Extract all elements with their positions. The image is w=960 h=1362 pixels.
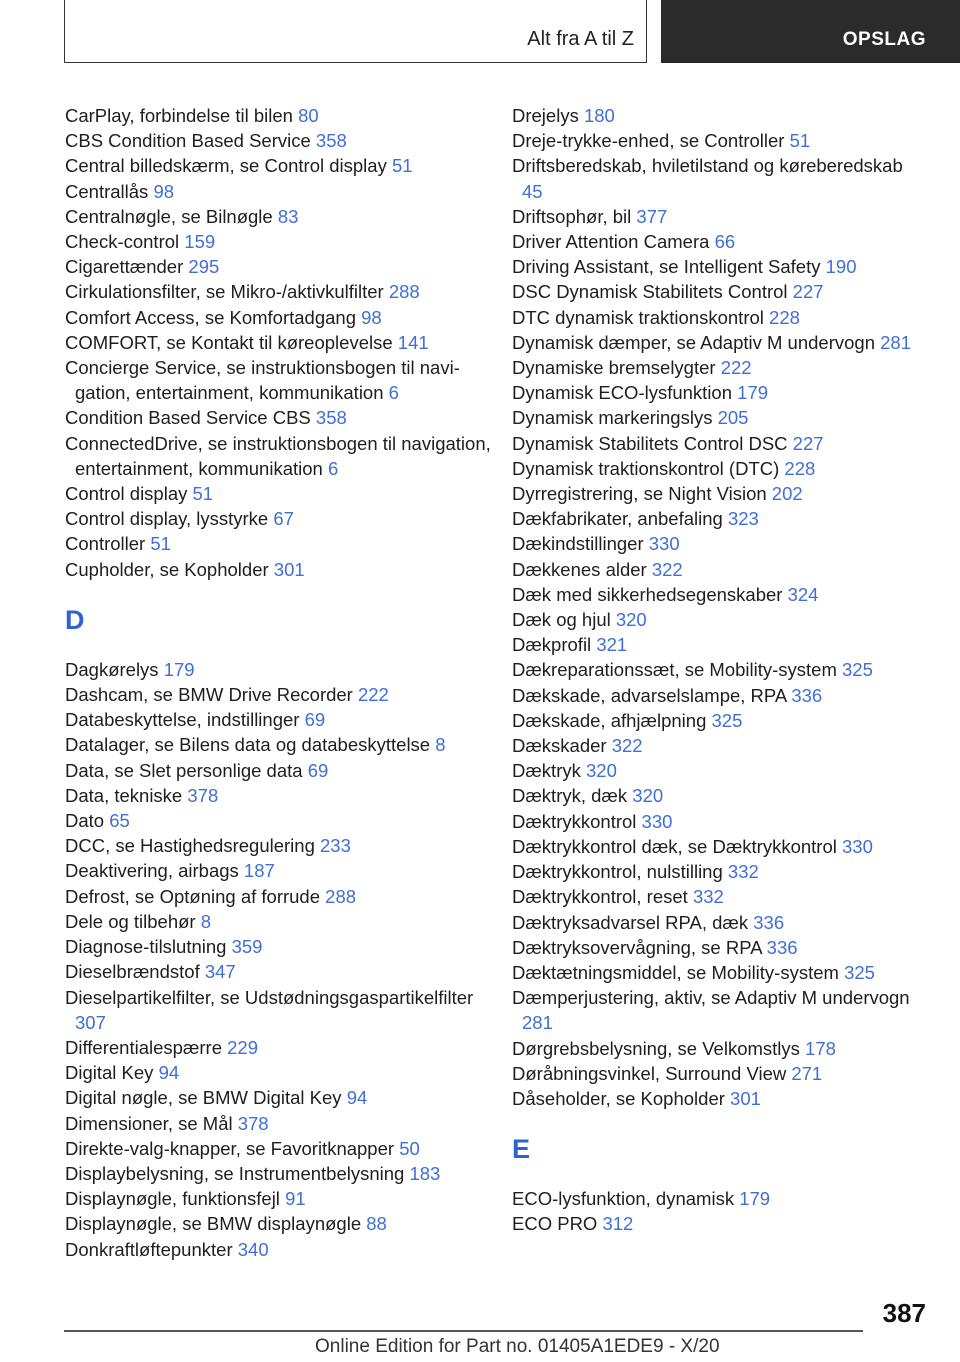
index-entry	[65, 884, 495, 909]
index-entry	[512, 204, 912, 229]
index-entry-text: Centrallås	[65, 180, 149, 202]
index-entry	[65, 682, 495, 707]
index-entry-text: Condition Based Service CBS	[65, 407, 311, 429]
index-page-link[interactable]: 358	[315, 407, 347, 429]
index-entry-text: Dyrregistrering, se Night Vision	[512, 483, 767, 505]
index-entry-text: Dagkørelys	[65, 658, 159, 680]
index-entry-text: Driver Attention Camera	[512, 231, 710, 253]
index-entry-text: Dæktrykkontrol dæk, se Dæktrykkontrol	[512, 835, 837, 857]
index-page-link[interactable]: 179	[737, 382, 769, 404]
index-entry-text: Differentialespærre	[65, 1036, 222, 1058]
index-page-link[interactable]: 358	[315, 130, 347, 152]
index-entry	[65, 1161, 495, 1186]
index-page-link[interactable]: 332	[692, 886, 724, 908]
index-entry	[65, 179, 495, 204]
index-entry-text: COMFORT, se Kontakt til køreoplevelse	[65, 331, 393, 353]
index-page-link[interactable]: 6	[327, 457, 339, 479]
index-page-link[interactable]: 301	[730, 1087, 761, 1109]
index-entry	[512, 229, 912, 254]
index-entry-text: Dato	[65, 810, 105, 832]
index-entry-text: ECO PRO	[512, 1213, 598, 1235]
index-page-link[interactable]: 378	[187, 784, 219, 806]
index-page-link[interactable]: 323	[727, 508, 759, 530]
index-page-link[interactable]: 307	[75, 1011, 106, 1033]
index-page-link[interactable]: 325	[844, 961, 875, 983]
index-entry-text: Dækskade, advarselslampe, RPA	[512, 684, 787, 706]
index-page-link[interactable]: 179	[739, 1188, 771, 1210]
index-entry	[512, 783, 912, 808]
index-page-link[interactable]: 229	[227, 1036, 258, 1058]
index-entry-text: Dæktrykkontrol, reset	[512, 886, 688, 908]
index-page-link[interactable]: 98	[153, 180, 175, 202]
index-entry	[65, 909, 495, 934]
index-entry-text: Diagnose-tilslutning	[65, 936, 227, 958]
index-page-link[interactable]: 159	[184, 231, 216, 253]
index-page-link[interactable]: 288	[388, 281, 420, 303]
index-page-link[interactable]: 205	[717, 407, 749, 429]
index-entry-text: Displaybelysning, se Instrumentbelysning	[65, 1162, 405, 1184]
index-entry	[512, 683, 912, 708]
index-entry-text: Displaynøgle, funktionsfejl	[65, 1188, 280, 1210]
index-entry-text: Comfort Access, se Komfortadgang	[65, 306, 356, 328]
index-entry	[65, 330, 495, 355]
footer-divider	[64, 1330, 863, 1332]
index-entry-text: Cupholder, se Kopholder	[65, 558, 269, 580]
index-entry-text: Dynamisk Stabilitets Control DSC	[512, 432, 788, 454]
index-page-link[interactable]: 180	[583, 105, 615, 126]
index-entry-text: Dynamiske bremselygter	[512, 357, 716, 379]
index-entry	[65, 204, 495, 229]
index-entry-text: Dækskade, afhjælpning	[512, 709, 707, 731]
index-page-link[interactable]: 228	[784, 457, 816, 479]
index-entry-text: Dækprofil	[512, 634, 592, 656]
index-entry	[512, 1061, 912, 1086]
index-page-link[interactable]: 301	[273, 558, 305, 580]
index-entry-text: Control display, lysstyrke	[65, 508, 269, 530]
index-page-link[interactable]: 98	[361, 306, 382, 328]
header-title-box	[64, 0, 647, 63]
index-entry-text: Dækkenes alder	[512, 558, 647, 580]
index-page-link[interactable]: 295	[188, 256, 220, 278]
index-entry	[512, 834, 912, 859]
index-page-link[interactable]: 325	[711, 709, 743, 731]
index-entry-text: Driftsophør, bil	[512, 205, 632, 227]
index-entry	[512, 153, 912, 203]
index-entry-text: Centralnøgle, se Bilnøgle	[65, 205, 273, 227]
index-entry	[65, 732, 495, 757]
index-entry	[512, 859, 912, 884]
index-entry-text: Dynamisk dæmper, se Adaptiv M undervogn	[512, 331, 875, 353]
index-page-link[interactable]: 51	[391, 155, 413, 177]
index-entry-text: Control display	[65, 483, 188, 505]
index-entry-text: Cigarettænder	[65, 256, 184, 278]
index-page-link[interactable]: 325	[842, 659, 873, 681]
index-entry	[512, 355, 912, 380]
page-number: 387	[882, 1298, 926, 1328]
index-entry-text: Dimensioner, se Mål	[65, 1112, 233, 1134]
index-page-link[interactable]: 69	[304, 709, 326, 731]
index-page-link[interactable]: 69	[307, 759, 329, 781]
footer-edition: Online Edition for Part no. 01405A1EDE9 - X/20	[315, 1336, 720, 1357]
index-page-link[interactable]: 340	[237, 1238, 269, 1260]
index-entry	[65, 1035, 495, 1060]
index-entry	[512, 985, 912, 1035]
index-entry	[65, 355, 495, 405]
index-page-link[interactable]: 312	[602, 1213, 634, 1235]
index-page-link[interactable]: 187	[243, 860, 275, 882]
index-page-link[interactable]: 281	[880, 331, 911, 353]
index-entry	[512, 380, 912, 405]
index-page-link[interactable]: 8	[200, 910, 212, 932]
index-entry-text: Dæmperjustering, aktiv, se Adaptiv M undervogn	[512, 987, 910, 1009]
index-page-link[interactable]: 65	[109, 810, 130, 832]
index-entry-text: Dørgrebsbelysning, se Velkomstlys	[512, 1037, 800, 1059]
index-entry-text: Dæktryksovervågning, se RPA	[512, 936, 762, 958]
index-entry	[512, 481, 912, 506]
index-page-link[interactable]: 324	[787, 583, 819, 605]
index-entry	[512, 758, 912, 783]
index-page-link[interactable]: 320	[632, 785, 664, 807]
index-entry	[512, 254, 912, 279]
index-entry	[512, 1036, 912, 1061]
index-entry	[65, 279, 495, 304]
index-entry-text: CBS Condition Based Service	[65, 130, 311, 152]
index-page-link[interactable]: 359	[231, 936, 263, 958]
index-page-link[interactable]: 51	[192, 483, 214, 505]
index-page-link[interactable]: 83	[277, 205, 299, 227]
section-tab-label: OPSLAG	[842, 29, 926, 50]
index-entry-text: Dynamisk ECO-lysfunktion	[512, 382, 733, 404]
index-page-link[interactable]: 347	[204, 961, 236, 983]
index-page-link[interactable]: 330	[842, 835, 873, 857]
index-entry-text: Donkraftløftepunkter	[65, 1238, 233, 1260]
index-page-link[interactable]: 6	[388, 382, 399, 404]
index-page-link[interactable]: 178	[805, 1037, 836, 1059]
index-entry-text: Dækindstillinger	[512, 533, 644, 555]
index-entry	[65, 506, 495, 531]
index-page-link[interactable]: 51	[789, 130, 811, 152]
index-page-link[interactable]: 336	[753, 911, 785, 933]
index-entry-text: Digital nøgle, se BMW Digital Key	[65, 1087, 342, 1109]
index-page-link[interactable]: 321	[596, 634, 628, 656]
index-page-link[interactable]: 336	[791, 684, 823, 706]
index-section-letter: D	[65, 604, 85, 635]
index-page-link[interactable]: 80	[298, 105, 319, 126]
index-entry	[512, 103, 912, 128]
index-entry-text: Dreje-trykke-enhed, se Controller	[512, 130, 785, 152]
index-entry-text: Drejelys	[512, 105, 579, 126]
index-entry	[65, 481, 495, 506]
index-entry-text: Check-control	[65, 231, 180, 253]
index-entry-text: Defrost, se Optøning af forrude	[65, 885, 321, 907]
index-entry-text: Dåseholder, se Kopholder	[512, 1087, 725, 1109]
index-entry	[65, 431, 495, 481]
index-page-link[interactable]: 378	[237, 1112, 269, 1134]
index-page-link[interactable]: 320	[615, 609, 647, 631]
index-page-link[interactable]: 222	[720, 357, 752, 379]
index-section-letter: E	[512, 1134, 531, 1165]
index-entry-text: Dieselbrændstof	[65, 961, 200, 983]
index-entry	[512, 657, 912, 682]
index-entry-text: Central billedskærm, se Control display	[65, 155, 387, 177]
index-entry-text: Dækfabrikater, anbefaling	[512, 508, 723, 530]
index-entry	[65, 1085, 495, 1110]
index-entry	[512, 1211, 912, 1236]
index-entry-text: Datalager, se Bilens data og databeskyttelse	[65, 734, 431, 756]
index-entry-text: Dækskader	[512, 735, 607, 757]
page-header	[0, 0, 960, 66]
index-entry	[65, 808, 495, 833]
index-entry	[65, 959, 495, 984]
index-entry	[65, 934, 495, 959]
index-entry	[512, 809, 912, 834]
index-page-link[interactable]: 288	[325, 885, 357, 907]
index-page-link[interactable]: 228	[769, 306, 800, 328]
index-page-link[interactable]: 330	[648, 533, 680, 555]
index-entry-text: Data, tekniske	[65, 784, 183, 806]
index-entry	[512, 910, 912, 935]
index-page-link[interactable]: 50	[399, 1137, 420, 1159]
index-entry-text: Digital Key	[65, 1062, 154, 1084]
index-entry	[512, 632, 912, 657]
index-entry-text: Dæktrykkontrol	[512, 810, 637, 832]
index-page-link[interactable]: 336	[766, 936, 798, 958]
index-entry-text: Dæktryk, dæk	[512, 785, 628, 807]
index-entry	[65, 128, 495, 153]
index-page-link[interactable]: 51	[150, 533, 171, 555]
index-entry-text: Direkte-valg-knapper, se Favoritknapper	[65, 1137, 395, 1159]
index-entry-text: Dæk med sikkerhedsegenskaber	[512, 583, 783, 605]
index-page-link[interactable]: 94	[346, 1087, 368, 1109]
index-entry-text: Driving Assistant, se Intelligent Safety	[512, 256, 821, 278]
index-page-link[interactable]: 202	[771, 483, 803, 505]
index-entry-text: Data, se Slet personlige data	[65, 759, 303, 781]
index-page-link[interactable]: 320	[586, 760, 617, 782]
index-entry-text: Dæktryk	[512, 760, 581, 782]
index-entry	[65, 758, 495, 783]
index-entry	[512, 330, 912, 355]
index-entry	[65, 1186, 495, 1211]
index-entry	[512, 1186, 912, 1211]
index-entry	[65, 531, 495, 556]
index-entry	[512, 305, 912, 330]
index-entry-text: Driftsberedskab, hviletilstand og køreberedskab	[512, 155, 903, 177]
index-entry	[512, 1086, 912, 1111]
index-entry	[65, 229, 495, 254]
section-title: Alt fra A til Z	[527, 28, 634, 50]
index-entry-text: Dæktætningsmiddel, se Mobility-system	[512, 961, 839, 983]
index-entry	[512, 733, 912, 758]
index-page-link[interactable]: 8	[435, 734, 446, 756]
index-page-link[interactable]: 94	[158, 1062, 180, 1084]
index-column-right	[512, 103, 912, 1237]
index-entry	[512, 405, 912, 430]
index-page-link[interactable]: 67	[273, 508, 294, 530]
index-entry-text: Døråbningsvinkel, Surround View	[512, 1062, 787, 1084]
index-column-left	[65, 103, 495, 1262]
index-page-link[interactable]: 227	[792, 432, 824, 454]
index-page-link[interactable]: 141	[397, 331, 429, 353]
index-entry	[65, 254, 495, 279]
index-entry	[512, 607, 912, 632]
section-tab	[661, 0, 960, 63]
index-entry-text: Cirkulationsfilter, se Mikro-/aktivkulfilter	[65, 281, 384, 303]
index-entry-text: ConnectedDrive, se instruktionsbogen til navigation, entertainment, kommunikation	[65, 432, 491, 479]
index-entry	[512, 279, 912, 304]
index-entry-text: DCC, se Hastighedsregulering	[65, 835, 315, 857]
index-entry-text: Dynamisk markeringslys	[512, 407, 713, 429]
index-page-link[interactable]: 222	[357, 684, 389, 706]
index-entry	[65, 1237, 495, 1262]
index-entry-text: Databeskyttelse, indstillinger	[65, 709, 300, 731]
index-entry	[65, 833, 495, 858]
index-entry	[512, 884, 912, 909]
index-entry	[65, 153, 495, 178]
index-entry	[65, 657, 495, 682]
index-page-link[interactable]: 332	[727, 861, 759, 883]
index-entry	[512, 582, 912, 607]
index-entry-text: Dæktrykkontrol, nulstilling	[512, 861, 723, 883]
index-entry	[512, 708, 912, 733]
index-entry	[512, 506, 912, 531]
index-page-link[interactable]: 45	[522, 180, 543, 202]
index-page-link[interactable]: 322	[651, 558, 683, 580]
index-entry	[65, 305, 495, 330]
index-entry	[65, 1111, 495, 1136]
index-entry	[65, 557, 495, 582]
index-entry-text: Dashcam, se BMW Drive Recorder	[65, 684, 353, 706]
index-entry	[65, 103, 495, 128]
index-entry-text: CarPlay, forbindelse til bilen	[65, 105, 293, 126]
index-page-link[interactable]: 281	[522, 1012, 553, 1034]
index-entry-text: Dynamisk traktionskontrol (DTC)	[512, 457, 780, 479]
index-page-link[interactable]: 66	[714, 231, 736, 253]
index-entry-text: Controller	[65, 533, 146, 555]
index-entry	[512, 456, 912, 481]
index-entry	[65, 707, 495, 732]
index-entry-text: Dækreparationssæt, se Mobility-system	[512, 659, 837, 681]
index-page-link[interactable]: 322	[611, 735, 643, 757]
index-entry-text: DSC Dynamisk Stabilitets Control	[512, 281, 788, 303]
index-entry	[512, 431, 912, 456]
index-entry-text: Dæk og hjul	[512, 609, 611, 631]
index-page-link[interactable]: 91	[285, 1188, 306, 1210]
index-entry	[65, 405, 495, 430]
index-entry	[512, 531, 912, 556]
index-page-link[interactable]: 88	[366, 1213, 387, 1235]
index-entry	[65, 783, 495, 808]
index-entry	[65, 858, 495, 883]
index-entry	[65, 985, 495, 1035]
index-page-link[interactable]: 377	[636, 205, 668, 227]
index-page-link[interactable]: 227	[792, 281, 824, 303]
index-entry-text: ECO-lysfunktion, dynamisk	[512, 1188, 735, 1210]
index-entry	[512, 128, 912, 153]
index-page-link[interactable]: 179	[163, 658, 195, 680]
index-entry-text: Dieselpartikelfilter, se Udstødningsgaspartikelfilter	[65, 986, 474, 1008]
index-entry-text: Dele og tilbehør	[65, 910, 196, 932]
index-page-link[interactable]: 330	[641, 810, 673, 832]
index-entry	[512, 935, 912, 960]
index-page-link[interactable]: 233	[320, 835, 351, 857]
index-entry	[65, 1211, 495, 1236]
index-page-link[interactable]: 183	[409, 1162, 441, 1184]
index-entry-text: Dæktryksadvarsel RPA, dæk	[512, 911, 749, 933]
index-entry	[65, 1136, 495, 1161]
index-page-link[interactable]: 271	[791, 1062, 823, 1084]
index-entry	[65, 1060, 495, 1085]
index-entry-text: Concierge Service, se instruktionsbogen til navigation, entertainment, kommunikation	[65, 357, 460, 404]
index-entry-text: DTC dynamisk traktionskontrol	[512, 306, 764, 328]
index-page-link[interactable]: 190	[825, 256, 857, 278]
index-entry	[512, 557, 912, 582]
index-entry	[512, 960, 912, 985]
index-entry-text: Displaynøgle, se BMW displaynøgle	[65, 1213, 362, 1235]
index-entry-text: Deaktivering, airbags	[65, 860, 239, 882]
